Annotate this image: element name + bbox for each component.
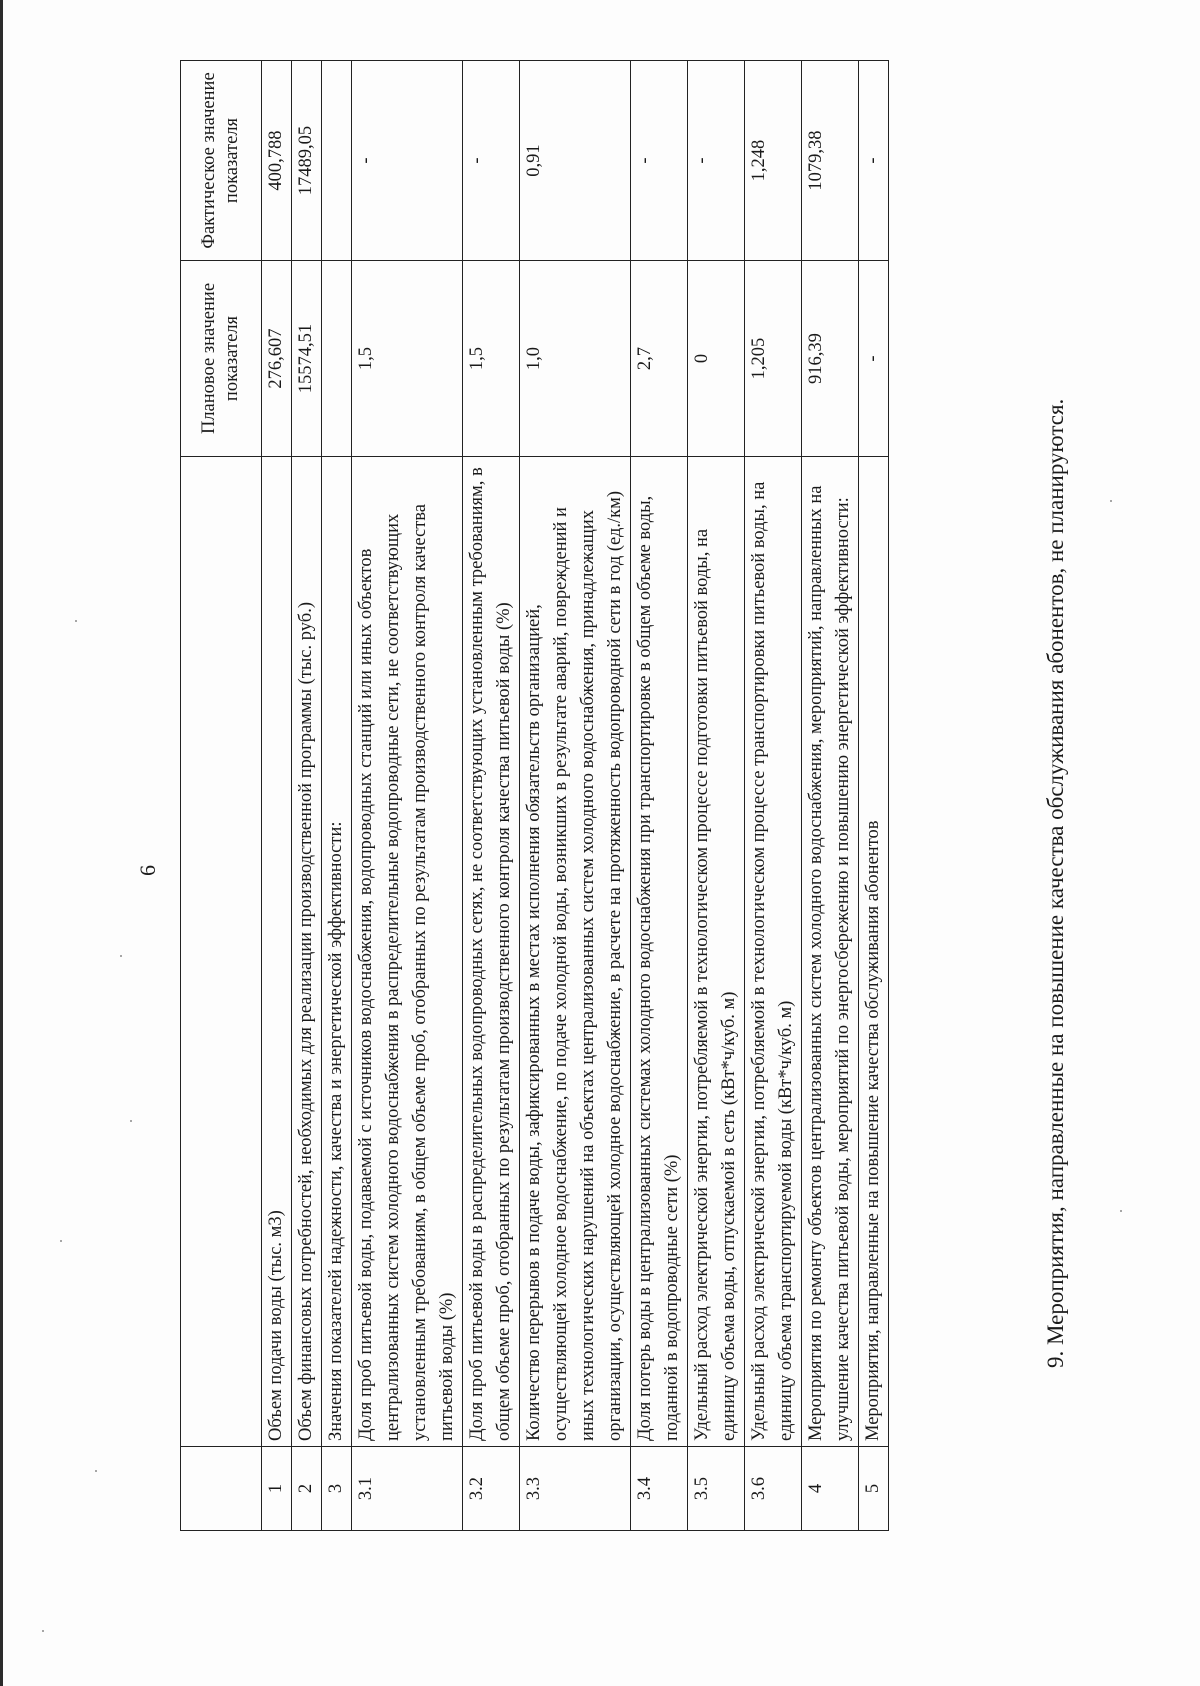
row-planned: 1,5 [463,261,520,457]
row-number: 3.4 [631,1447,688,1531]
row-name: Мероприятия, направленные на повышение качества обслуживания абонентов [859,457,889,1447]
row-planned: 0 [688,261,745,457]
row-actual: 400,788 [262,61,292,261]
row-planned: 2,7 [631,261,688,457]
row-planned: - [859,261,889,457]
table-row [631,61,688,1531]
table-row [802,61,859,1531]
row-actual [322,61,352,261]
row-actual: - [352,61,463,261]
row-number: 4 [802,1447,859,1531]
table-row [262,61,292,1531]
header-actual: Фактическое значение показателя [181,61,262,261]
row-number: 3 [322,1447,352,1531]
row-actual: 1,248 [745,61,802,261]
header-number [181,1447,262,1531]
row-number: 3.2 [463,1447,520,1531]
row-planned: 1,5 [352,261,463,457]
row-planned: 15574,51 [292,261,322,457]
row-planned [322,261,352,457]
table-row [745,61,802,1531]
row-number: 3.1 [352,1447,463,1531]
row-number: 1 [262,1447,292,1531]
row-name: Объем финансовых потребностей, необходимых для реализации производственной программы (тыс. руб.) [292,457,322,1447]
row-planned: 276,607 [262,261,292,457]
table-row [292,61,322,1531]
row-name: Количество перерывов в подаче воды, зафиксированных в местах исполнения обязательств организацией, осуществляющей холодное водоснабжение, по подаче холодной воды, возникших в результате аварий, повреждений и иных технологических нарушений на объектах централизованных систем холодного водоснабжения, принадлежащих организации, осуществляющей холодное водоснабжение, в расчете на протяженность водопроводной сети в год (ед./км) [520,457,631,1447]
row-name: Мероприятия по ремонту объектов централизованных систем холодного водоснабжения, мероприятий, направленных на улучшение качества питьевой воды, мероприятий по энергосбережению и повышению энергетической эффективности: [802,457,859,1447]
row-actual: 0,91 [520,61,631,261]
row-actual: - [859,61,889,261]
table-row [352,61,463,1531]
row-actual: 17489,05 [292,61,322,261]
row-name: Объем подачи воды (тыс. м3) [262,457,292,1447]
row-name: Удельный расход электрической энергии, потребляемой в технологическом процессе транспортировки питьевой воды, на единицу объема транспортируемой воды (кВт*ч/куб. м) [745,457,802,1447]
row-planned: 1,0 [520,261,631,457]
table-row [322,61,352,1531]
indicators-table [180,60,889,1531]
row-actual: - [631,61,688,261]
row-name: Доля проб питьевой воды в распределительных водопроводных сетях, не соответствующих установленным требованиям, в общем объеме проб, отобранных по результатам производственного контроля качества питьевой воды (%) [463,457,520,1447]
table-row [688,61,745,1531]
row-name: Доля проб питьевой воды, подаваемой с источников водоснабжения, водопроводных станций или иных объектов централизованных систем холодного водоснабжения в распределительные водопроводные сети, не соответствующих установленным требованиям, в общем объеме проб, отобранных по результатам производственного контроля качества питьевой воды (%) [352,457,463,1447]
row-number: 3.6 [745,1447,802,1531]
header-planned: Плановое значение показателя [181,261,262,457]
row-actual: 1079,38 [802,61,859,261]
table-row [463,61,520,1531]
row-number: 3.5 [688,1447,745,1531]
row-actual: - [463,61,520,261]
row-actual: - [688,61,745,261]
table-header-row [181,61,262,1531]
row-name: Значения показателей надежности, качества и энергетической эффективности: [322,457,352,1447]
page-number: 6 [135,865,160,876]
row-number: 5 [859,1447,889,1531]
header-name [181,457,262,1447]
row-planned: 1,205 [745,261,802,457]
table-row [859,61,889,1531]
row-planned: 916,39 [802,261,859,457]
table-row [520,61,631,1531]
row-name: Доля потерь воды в централизованных системах холодного водоснабжения при транспортировке в общем объеме воды, поданной в водопроводные сети (%) [631,457,688,1447]
row-name: Удельный расход электрической энергии, потребляемой в технологическом процессе подготовки питьевой воды, на единицу объема воды, отпускаемой в сеть (кВт*ч/куб. м) [688,457,745,1447]
row-number: 3.3 [520,1447,631,1531]
footer-note: 9. Мероприятия, направленные на повышение качества обслуживания абонентов, не планируются. [1043,398,1068,1368]
row-number: 2 [292,1447,322,1531]
